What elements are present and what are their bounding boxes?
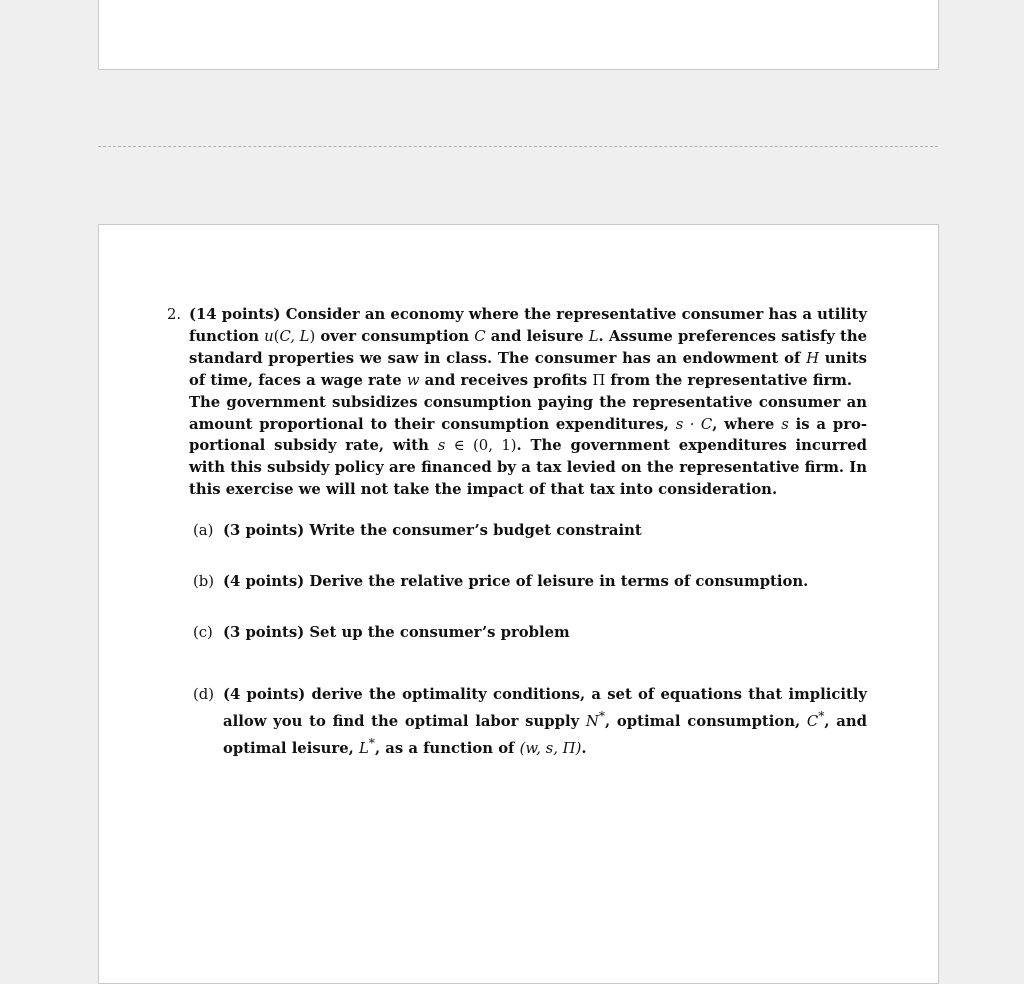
text: . Assume preferences satisfy the standard properties we saw in class. The consumer has an endowment of — [189, 327, 867, 367]
part-points: (3 points) — [223, 623, 305, 641]
math: w — [406, 371, 420, 389]
text: . — [581, 739, 587, 757]
part-points: (4 points) — [223, 685, 306, 703]
math: s — [781, 415, 789, 433]
part-b — [167, 571, 867, 593]
part-text: Set up the consumer’s problem — [309, 623, 570, 641]
math: Π — [592, 371, 606, 389]
text: from the representative firm. — [605, 371, 853, 389]
question-parts — [167, 520, 867, 759]
part-text: Derive the relative price of leisure in terms of consumption. — [309, 573, 809, 591]
text: units of time, faces a wage rate — [189, 349, 867, 389]
math: (w, s, Π) — [519, 739, 582, 757]
math: L — [358, 739, 369, 757]
text: , as a function of — [374, 739, 520, 757]
math: ) — [309, 327, 316, 345]
part-a — [167, 520, 867, 542]
text: , and optimal leisure, — [223, 712, 867, 757]
text: . The government expenditures incurred with this subsidy policy are financed by a tax levied on the representative firm. In this exercise we will not take the impact of that tax into consideration. — [189, 437, 867, 499]
question-paragraph-2 — [189, 392, 867, 502]
part-points: (3 points) — [223, 522, 305, 540]
question-body — [189, 304, 867, 501]
page-break-divider — [98, 146, 938, 147]
text: over consumption — [315, 327, 475, 345]
question-number: 2. — [167, 306, 182, 323]
text: The government subsidizes consumption paying the representative consumer an amount proportional to their consumption expenditures, — [189, 393, 867, 433]
text: and receives profits — [419, 371, 593, 389]
part-letter: (b) — [193, 573, 215, 591]
part-d — [167, 684, 867, 760]
math: H — [806, 349, 819, 367]
math: C — [474, 327, 486, 345]
text: Consider an economy where the representative consumer has a utility function — [189, 306, 867, 345]
part-c — [167, 622, 867, 644]
part-letter: (d) — [193, 685, 215, 703]
question-points: (14 points) — [189, 306, 281, 323]
question-paragraph-1 — [189, 304, 867, 392]
part-text: Write the consumer’s budget constraint — [309, 522, 642, 540]
text: , optimal consumption, — [605, 712, 807, 730]
text: is a proportional subsidy rate, with — [189, 415, 868, 455]
previous-page — [98, 0, 939, 70]
math: C — [806, 712, 819, 730]
part-points: (4 points) — [223, 573, 305, 591]
math: ( — [273, 327, 280, 345]
part-letter: (c) — [193, 623, 213, 641]
math: s · C — [675, 415, 713, 433]
math: * — [818, 708, 825, 723]
part-letter: (a) — [193, 522, 214, 540]
text: and leisure — [485, 327, 589, 345]
math: * — [368, 735, 375, 750]
math: u — [264, 327, 274, 345]
math: N — [585, 712, 599, 730]
math: L — [588, 327, 599, 345]
question-2 — [167, 304, 867, 759]
math: s — [437, 437, 446, 455]
document-page — [98, 224, 939, 984]
text: derive the optimality conditions, a set of equations that implicitly allow you to find the optimal labor supply — [223, 685, 868, 730]
math: C, L — [279, 327, 310, 345]
math: * — [598, 708, 606, 723]
text: , where — [712, 415, 782, 433]
math: ∈ (0, 1) — [445, 437, 517, 455]
